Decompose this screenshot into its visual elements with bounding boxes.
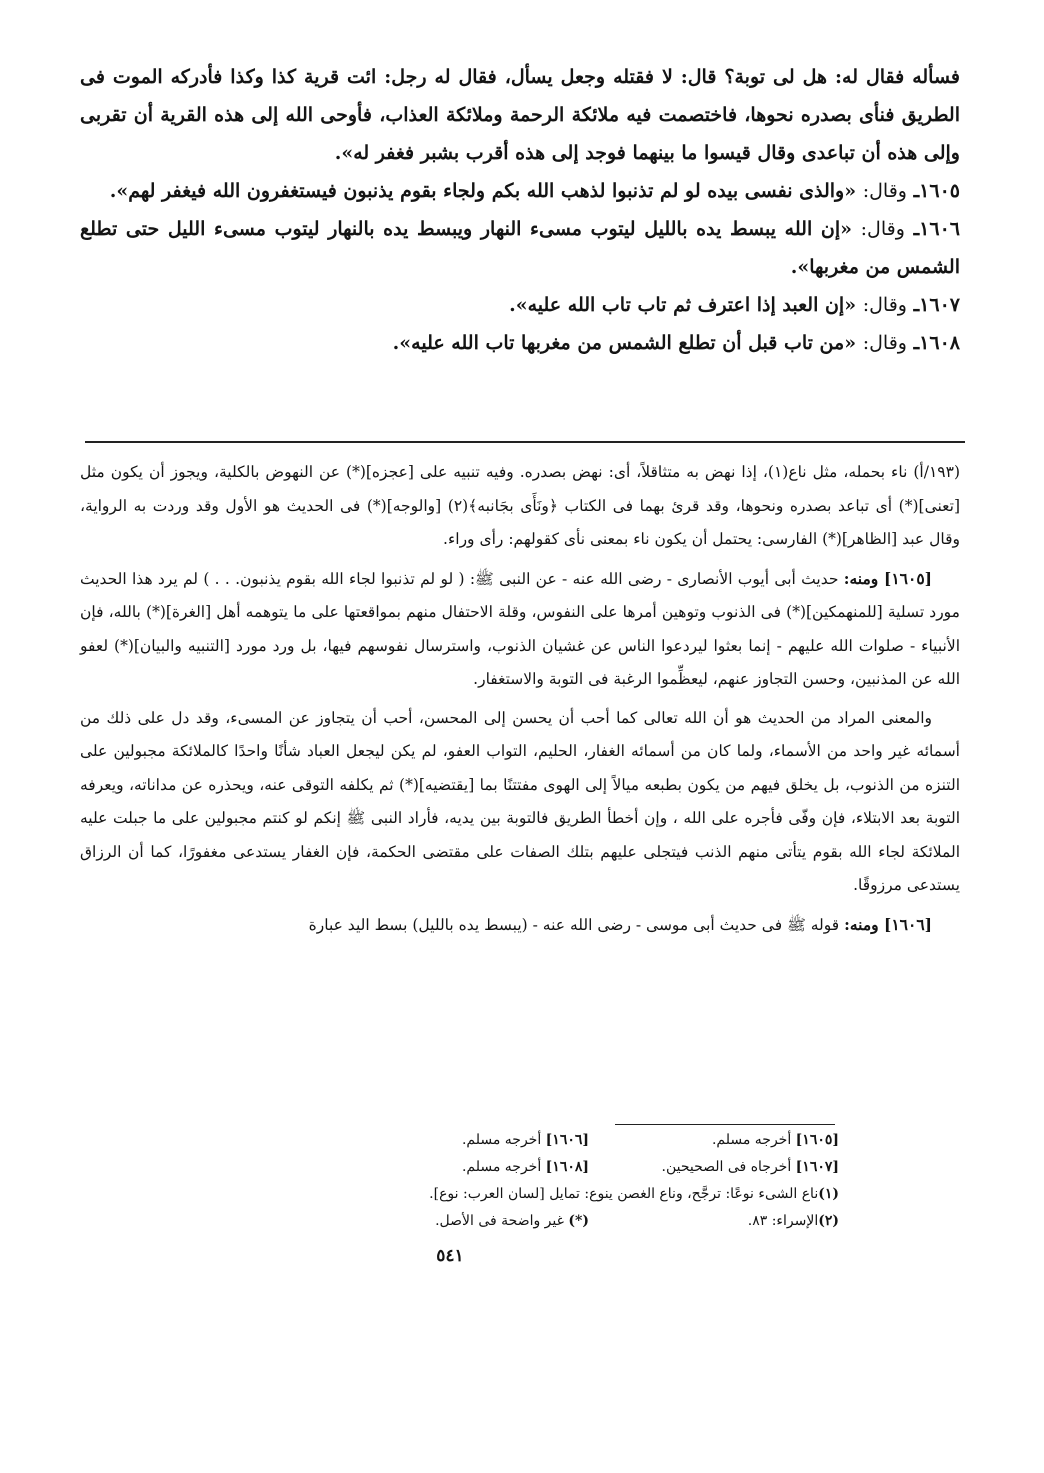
footnote-ref: [١٦٠٥]	[795, 1132, 839, 1148]
hadith-1606	[80, 210, 960, 286]
footnote-divider	[615, 1124, 835, 1125]
footnote-1608	[329, 1154, 589, 1181]
hadith-1605	[80, 172, 960, 210]
page-number: ٥٤١	[436, 1246, 464, 1266]
hadith-number: ١٦٠٧ـ	[913, 294, 960, 316]
hadith-1608	[80, 324, 960, 362]
footnote-text: الإسراء: ٨٣.	[747, 1213, 819, 1229]
footnote-text: أخرجاه فى الصحيحين.	[661, 1159, 792, 1175]
commentary-text: حديث أبى أيوب الأنصارى - رضى الله عنه - عن النبى ﷺ: ( لو لم تذنبوا لجاء الله بقوم يذنبون. . . ) لم يرد هذا الحديث مورد تسلية [للمنهمكين](*) فى الذنوب وتوهين أمرها على النفوس، وقلة الاحتفال منهم بمواقعتها على ما يتوهمه أهل [الغرة](*) بالله، فإن الأنبياء - صلوات الله عليهم - إنما بعثوا ليردعوا الناس عن غشيان الذنوب، واسترسال نفوسهم فيها، بل ورد مورد [التنبيه والبيان](*) لعفو الله عن المذنبين، وحسن التجاوز عنهم، ليعظِّموا الرغبة فى التوبة والاستغفار.	[80, 569, 960, 688]
hadith-text-block	[80, 58, 960, 362]
commentary-paragraph-2	[80, 562, 960, 697]
footnote-unclear	[329, 1208, 589, 1235]
footnote-ref: [١٦٠٧]	[795, 1159, 839, 1175]
commentary-text: قوله ﷺ فى حديث أبى موسى - رضى الله عنه - (يبسط يده بالليل) بسط اليد عبارة	[308, 915, 840, 934]
hadith-intro: وقال:	[862, 180, 907, 202]
hadith-number: ١٦٠٨ـ	[913, 332, 960, 354]
hadith-intro: وقال:	[860, 218, 905, 240]
commentary-paragraph-3: والمعنى المراد من الحديث هو أن الله تعالى كما أحب أن يحسن إلى المحسن، أحب أن يتجاوز عن المسىء، وقد دل على ذلك من أسمائه غير واحد من الأسماء، ولما كان من أسمائه الغفار، الحليم، التواب العفو، لم يكن ليجعل العباد شأنًا واحدًا كالملائكة مجبولين على التنزه من الذنوب، بل يخلق فيهم من يكون بطبعه ميالاً إلى الهوى مفتتنًا بما [يقتضيه](*) ثم يكلفه التوقى عنه، ويحذره عن مداناته، ويعرفه التوبة بعد الابتلاء، فإن وفّى فأجره على الله ، وإن أخطأ الطريق فالتوبة بين يديه، فأراد النبى ﷺ إنكم لو كنتم مجبولين على ما جبلت عليه الملائكة لجاء الله بقوم يتأتى منهم الذنب فيتجلى عليهم بتلك الصفات على مقتضى الحكمة، فإن الغفار يستدعى مغفورًا، كما أن الرزاق يستدعى مرزوقًا.	[80, 708, 960, 894]
footnote-1605	[609, 1127, 839, 1154]
hadith-number: ١٦٠٥ـ	[913, 180, 960, 202]
commentary-block	[80, 456, 960, 947]
hadith-intro: وقال:	[862, 294, 907, 316]
commentary-paragraph-1: (١٩٣/أ) ناء بحمله، مثل ناع(١)، إذا نهض به متثاقلاً، أى: نهض بصدره. وفيه تنبيه على [عجزه](*) عن النهوض بالكلية، ويجوز أن يكون مثل [تعنى](*) أى تباعد بصدره ونحوها، وقد قرئ بهما فى الكتاب ﴿ونَأَى بجَانبه﴾(٢) [والوجه](*) فى الحديث هو الأول وقد وردت به الرواية، وقال عبد [الظاهر](*) الفارسى: يحتمل أن يكون ناء بمعنى نأى كقولهم: رأى وراء.	[80, 463, 960, 548]
footnote-1	[139, 1181, 839, 1208]
footnote-ref: (*)	[568, 1213, 589, 1229]
footnote-1606	[329, 1127, 589, 1154]
hadith-body: «إن العبد إذا اعترف ثم تاب تاب الله عليه».	[509, 294, 857, 316]
hadith-intro: وقال:	[862, 332, 907, 354]
footnote-ref: [١٦٠٦]	[545, 1132, 589, 1148]
footnote-text: أخرجه مسلم.	[461, 1132, 542, 1148]
hadith-1607	[80, 286, 960, 324]
section-divider	[85, 441, 965, 443]
footnote-ref: (٢)	[818, 1213, 839, 1229]
hadith-body: «إن الله يبسط يده بالليل ليتوب مسىء النهار ويبسط يده بالنهار ليتوب مسىء الليل حتى تطلع الشمس من مغربها».	[80, 218, 960, 278]
footnote-text: غير واضحة فى الأصل.	[435, 1213, 564, 1229]
hadith-body: «من تاب قبل أن تطلع الشمس من مغربها تاب الله عليه».	[392, 332, 857, 354]
footnote-text: أخرجه مسلم.	[461, 1159, 542, 1175]
footnote-ref: (١)	[818, 1186, 839, 1202]
footnote-text: ناع الشىء نوعًا: ترجَّح، وناع الغصن ينوع: تمايل [لسان العرب: نوع].	[429, 1186, 819, 1202]
commentary-paragraph-4	[80, 908, 960, 943]
hadith-number: ١٦٠٦ـ	[913, 218, 960, 240]
footnote-ref: [١٦٠٨]	[545, 1159, 589, 1175]
commentary-ref: [١٦٠٦] ومنه:	[844, 914, 932, 934]
footnote-text: أخرجه مسلم.	[711, 1132, 792, 1148]
footnote-1607	[609, 1154, 839, 1181]
hadith-body: «والذى نفسى بيده لو لم تذنبوا لذهب الله بكم ولجاء بقوم يذنبون فيستغفرون الله فيغفر لهم».	[109, 180, 857, 202]
commentary-ref: [١٦٠٥] ومنه:	[843, 568, 932, 588]
hadith-continuation: فسأله فقال له: هل لى توبة؟ قال: لا فقتله وجعل يسأل، فقال له رجل: ائت قرية كذا وكذا فأدركه الموت فى الطريق فنأى بصدره نحوها، فاختصمت فيه ملائكة الرحمة وملائكة العذاب، فأوحى الله إلى هذه القرية أن تقربى وإلى هذه أن تباعدى وقال قيسوا ما بينهما فوجد إلى هذه أقرب بشبر فغفر له».	[80, 66, 960, 164]
footnote-2	[609, 1208, 839, 1235]
